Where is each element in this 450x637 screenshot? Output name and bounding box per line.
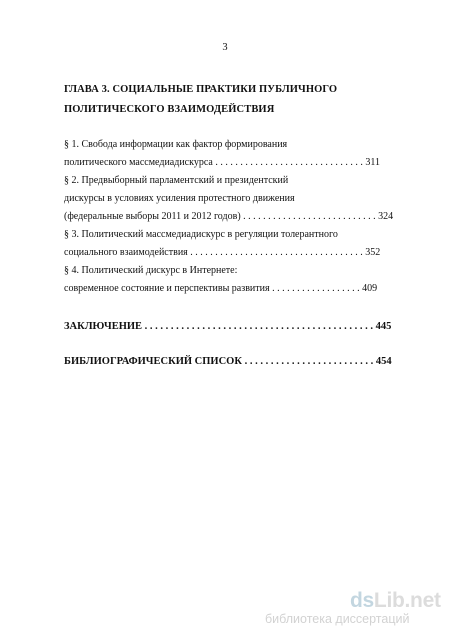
toc-line: социального взаимодействия . . . . . . . . . . . . . . . . . . . . . . . . . . . . . . . . . . . 352 [64,247,381,258]
toc-line: § 4. Политический дискурс в Интернете: [64,265,238,276]
toc-line: (федеральные выборы 2011 и 2012 годов) . . . . . . . . . . . . . . . . . . . . . . . . . . . 324 [64,211,394,222]
watermark-logo-part1: ds [350,589,374,612]
toc-line: § 1. Свобода информации как фактор формирования [64,139,288,150]
toc-line: политического массмедиадискурса . . . . . . . . . . . . . . . . . . . . . . . . . . . . . . 311 [64,157,380,168]
toc-line: § 3. Политический массмедиадискурс в регуляции толерантного [64,229,338,240]
watermark-logo-part2: Lib.net [373,589,441,612]
toc-line: дискурсы в условиях усиления протестного движения [64,193,295,204]
toc-line: § 2. Предвыборный парламентский и президентский [64,175,289,186]
page-number: 3 [222,42,228,53]
toc-line: современное состояние и перспективы развития . . . . . . . . . . . . . . . . . . 409 [64,283,378,294]
chapter-title-line-2: ПОЛИТИЧЕСКОГО ВЗАИМОДЕЙСТВИЯ [64,104,275,115]
watermark-subtitle: библиотека диссертаций [265,612,410,626]
chapter-title-line-1: ГЛАВА 3. СОЦИАЛЬНЫЕ ПРАКТИКИ ПУБЛИЧНОГО [64,84,338,95]
watermark-logo [350,590,441,612]
toc-bibliography: БИБЛИОГРАФИЧЕСКИЙ СПИСОК . . . . . . . . . . . . . . . . . . . . . . . . . 454 [64,356,392,367]
toc-conclusion: ЗАКЛЮЧЕНИЕ . . . . . . . . . . . . . . . . . . . . . . . . . . . . . . . . . . . . . . . . . . . . 445 [64,321,392,332]
